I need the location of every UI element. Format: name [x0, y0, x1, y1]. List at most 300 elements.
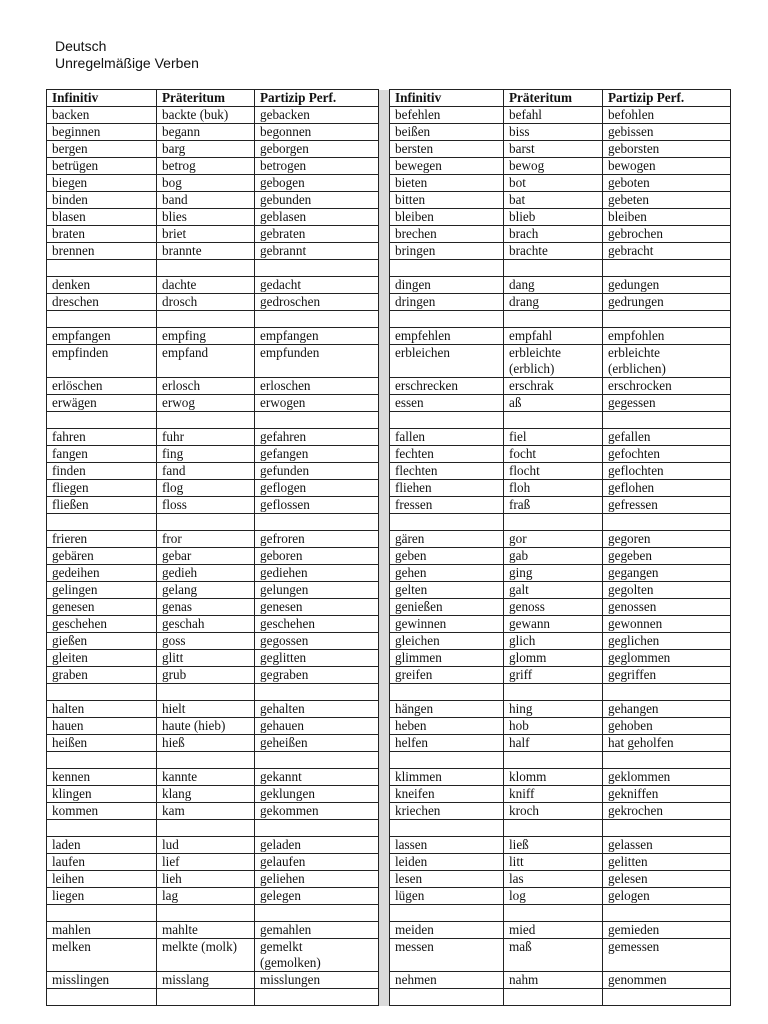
- table-row: [47, 294, 731, 311]
- praeteritum-cell: [504, 989, 603, 1006]
- partizip-cell: gebogen: [255, 175, 379, 192]
- infinitiv-cell: gleichen: [390, 633, 504, 650]
- infinitiv-cell: [47, 820, 157, 837]
- infinitiv-cell: klimmen: [390, 769, 504, 786]
- praeteritum-cell: lag: [157, 888, 255, 905]
- praeteritum-cell: haute (hieb): [157, 718, 255, 735]
- partizip-cell: geladen: [255, 837, 379, 854]
- praeteritum-cell: genoss: [504, 599, 603, 616]
- praeteritum-cell: glomm: [504, 650, 603, 667]
- column-separator: [379, 905, 390, 922]
- column-separator: [379, 582, 390, 599]
- partizip-cell: gehalten: [255, 701, 379, 718]
- praeteritum-cell: [157, 752, 255, 769]
- infinitiv-cell: gelingen: [47, 582, 157, 599]
- praeteritum-cell: kroch: [504, 803, 603, 820]
- infinitiv-cell: messen: [390, 939, 504, 972]
- table-row: [47, 429, 731, 446]
- column-separator: [379, 192, 390, 209]
- partizip-cell: [603, 989, 731, 1006]
- partizip-cell: gelogen: [603, 888, 731, 905]
- partizip-cell: [603, 311, 731, 328]
- infinitiv-cell: [47, 989, 157, 1006]
- column-separator: [379, 226, 390, 243]
- infinitiv-cell: dreschen: [47, 294, 157, 311]
- infinitiv-cell: heißen: [47, 735, 157, 752]
- partizip-cell: genossen: [603, 599, 731, 616]
- header-praeteritum: Präteritum: [504, 90, 603, 107]
- table-row: [47, 395, 731, 412]
- partizip-cell: geklommen: [603, 769, 731, 786]
- praeteritum-cell: kniff: [504, 786, 603, 803]
- praeteritum-cell: [504, 311, 603, 328]
- infinitiv-cell: fressen: [390, 497, 504, 514]
- infinitiv-cell: fliehen: [390, 480, 504, 497]
- infinitiv-cell: kennen: [47, 769, 157, 786]
- partizip-cell: gekannt: [255, 769, 379, 786]
- infinitiv-cell: [47, 412, 157, 429]
- praeteritum-cell: grub: [157, 667, 255, 684]
- praeteritum-cell: lief: [157, 854, 255, 871]
- praeteritum-cell: kannte: [157, 769, 255, 786]
- infinitiv-cell: [390, 820, 504, 837]
- partizip-cell: erbleichte (erblichen): [603, 345, 731, 378]
- table-row: [47, 667, 731, 684]
- praeteritum-cell: las: [504, 871, 603, 888]
- infinitiv-cell: erschrecken: [390, 378, 504, 395]
- partizip-cell: gefressen: [603, 497, 731, 514]
- praeteritum-cell: betrog: [157, 158, 255, 175]
- praeteritum-cell: log: [504, 888, 603, 905]
- table-row: [47, 514, 731, 531]
- praeteritum-cell: briet: [157, 226, 255, 243]
- infinitiv-cell: bersten: [390, 141, 504, 158]
- infinitiv-cell: genesen: [47, 599, 157, 616]
- partizip-cell: gefochten: [603, 446, 731, 463]
- infinitiv-cell: [47, 905, 157, 922]
- praeteritum-cell: [504, 514, 603, 531]
- praeteritum-cell: befahl: [504, 107, 603, 124]
- praeteritum-cell: [504, 752, 603, 769]
- infinitiv-cell: finden: [47, 463, 157, 480]
- praeteritum-cell: bog: [157, 175, 255, 192]
- verb-table: [46, 89, 731, 1006]
- partizip-cell: gebracht: [603, 243, 731, 260]
- document-title: Deutsch: [55, 38, 107, 54]
- column-separator: [379, 565, 390, 582]
- column-separator: [379, 158, 390, 175]
- praeteritum-cell: hielt: [157, 701, 255, 718]
- partizip-cell: gelaufen: [255, 854, 379, 871]
- partizip-cell: gefunden: [255, 463, 379, 480]
- partizip-cell: geflogen: [255, 480, 379, 497]
- column-separator: [379, 463, 390, 480]
- column-separator: [379, 412, 390, 429]
- praeteritum-cell: drosch: [157, 294, 255, 311]
- table-row: [47, 141, 731, 158]
- partizip-cell: [255, 905, 379, 922]
- praeteritum-cell: mied: [504, 922, 603, 939]
- praeteritum-cell: [157, 260, 255, 277]
- partizip-cell: geflossen: [255, 497, 379, 514]
- partizip-cell: gefahren: [255, 429, 379, 446]
- infinitiv-cell: denken: [47, 277, 157, 294]
- column-separator: [379, 311, 390, 328]
- partizip-cell: geborsten: [603, 141, 731, 158]
- infinitiv-cell: brechen: [390, 226, 504, 243]
- table-row: [47, 209, 731, 226]
- table-row: [47, 192, 731, 209]
- praeteritum-cell: [157, 905, 255, 922]
- praeteritum-cell: brannte: [157, 243, 255, 260]
- praeteritum-cell: [157, 820, 255, 837]
- praeteritum-cell: floss: [157, 497, 255, 514]
- partizip-cell: gegangen: [603, 565, 731, 582]
- header-partizip: Partizip Perf.: [255, 90, 379, 107]
- partizip-cell: geschehen: [255, 616, 379, 633]
- table-row: [47, 497, 731, 514]
- column-separator: [379, 922, 390, 939]
- praeteritum-cell: bot: [504, 175, 603, 192]
- column-separator: [379, 243, 390, 260]
- praeteritum-cell: fraß: [504, 497, 603, 514]
- table-row: [47, 311, 731, 328]
- partizip-cell: gelitten: [603, 854, 731, 871]
- partizip-cell: gelesen: [603, 871, 731, 888]
- partizip-cell: [255, 752, 379, 769]
- header-row: [47, 90, 731, 107]
- partizip-cell: gekommen: [255, 803, 379, 820]
- table-row: [47, 378, 731, 395]
- column-separator: [379, 328, 390, 345]
- praeteritum-cell: erlosch: [157, 378, 255, 395]
- partizip-cell: gebraten: [255, 226, 379, 243]
- table-row: [47, 446, 731, 463]
- table-row: [47, 922, 731, 939]
- partizip-cell: gehauen: [255, 718, 379, 735]
- praeteritum-cell: gor: [504, 531, 603, 548]
- infinitiv-cell: erlöschen: [47, 378, 157, 395]
- praeteritum-cell: [157, 412, 255, 429]
- infinitiv-cell: gedeihen: [47, 565, 157, 582]
- partizip-cell: befohlen: [603, 107, 731, 124]
- praeteritum-cell: flog: [157, 480, 255, 497]
- partizip-cell: geflochten: [603, 463, 731, 480]
- praeteritum-cell: flocht: [504, 463, 603, 480]
- partizip-cell: gegoren: [603, 531, 731, 548]
- table-row: [47, 463, 731, 480]
- partizip-cell: gegeben: [603, 548, 731, 565]
- partizip-cell: genesen: [255, 599, 379, 616]
- praeteritum-cell: dachte: [157, 277, 255, 294]
- praeteritum-cell: hieß: [157, 735, 255, 752]
- partizip-cell: [603, 260, 731, 277]
- infinitiv-cell: [390, 989, 504, 1006]
- column-separator: [379, 684, 390, 701]
- partizip-cell: [603, 514, 731, 531]
- praeteritum-cell: ließ: [504, 837, 603, 854]
- table-row: [47, 582, 731, 599]
- partizip-cell: gebrannt: [255, 243, 379, 260]
- infinitiv-cell: fallen: [390, 429, 504, 446]
- partizip-cell: gebacken: [255, 107, 379, 124]
- praeteritum-cell: begann: [157, 124, 255, 141]
- partizip-cell: gelassen: [603, 837, 731, 854]
- praeteritum-cell: empfahl: [504, 328, 603, 345]
- table-row: [47, 328, 731, 345]
- infinitiv-cell: beißen: [390, 124, 504, 141]
- infinitiv-cell: betrügen: [47, 158, 157, 175]
- column-separator: [379, 701, 390, 718]
- table-row: [47, 803, 731, 820]
- partizip-cell: empfohlen: [603, 328, 731, 345]
- praeteritum-cell: klang: [157, 786, 255, 803]
- partizip-cell: genommen: [603, 972, 731, 989]
- column-separator: [379, 972, 390, 989]
- table-row: [47, 345, 731, 378]
- table-row: [47, 175, 731, 192]
- praeteritum-cell: lieh: [157, 871, 255, 888]
- table-row: [47, 735, 731, 752]
- partizip-cell: [603, 752, 731, 769]
- table-row: [47, 769, 731, 786]
- column-separator: [379, 429, 390, 446]
- header-partizip: Partizip Perf.: [603, 90, 731, 107]
- column-separator: [379, 480, 390, 497]
- table-row: [47, 939, 731, 972]
- praeteritum-cell: litt: [504, 854, 603, 871]
- infinitiv-cell: [47, 752, 157, 769]
- infinitiv-cell: empfinden: [47, 345, 157, 378]
- partizip-cell: gehoben: [603, 718, 731, 735]
- praeteritum-cell: fing: [157, 446, 255, 463]
- infinitiv-cell: greifen: [390, 667, 504, 684]
- praeteritum-cell: backte (buk): [157, 107, 255, 124]
- table-row: [47, 905, 731, 922]
- infinitiv-cell: melken: [47, 939, 157, 972]
- column-separator: [379, 803, 390, 820]
- partizip-cell: gegriffen: [603, 667, 731, 684]
- infinitiv-cell: fangen: [47, 446, 157, 463]
- header-infinitiv: Infinitiv: [390, 90, 504, 107]
- infinitiv-cell: [390, 752, 504, 769]
- infinitiv-cell: gleiten: [47, 650, 157, 667]
- infinitiv-cell: bringen: [390, 243, 504, 260]
- praeteritum-cell: erbleichte (erblich): [504, 345, 603, 378]
- praeteritum-cell: glich: [504, 633, 603, 650]
- infinitiv-cell: erwägen: [47, 395, 157, 412]
- document-subtitle: Unregelmäßige Verben: [55, 55, 199, 71]
- partizip-cell: begonnen: [255, 124, 379, 141]
- infinitiv-cell: gewinnen: [390, 616, 504, 633]
- praeteritum-cell: gedieh: [157, 565, 255, 582]
- partizip-cell: geglitten: [255, 650, 379, 667]
- praeteritum-cell: goss: [157, 633, 255, 650]
- praeteritum-cell: fand: [157, 463, 255, 480]
- infinitiv-cell: empfangen: [47, 328, 157, 345]
- praeteritum-cell: [157, 514, 255, 531]
- infinitiv-cell: heben: [390, 718, 504, 735]
- partizip-cell: erschrocken: [603, 378, 731, 395]
- partizip-cell: geglichen: [603, 633, 731, 650]
- praeteritum-cell: maß: [504, 939, 603, 972]
- partizip-cell: gemelkt (gemolken): [255, 939, 379, 972]
- praeteritum-cell: gelang: [157, 582, 255, 599]
- table-row: [47, 718, 731, 735]
- infinitiv-cell: genießen: [390, 599, 504, 616]
- partizip-cell: gegraben: [255, 667, 379, 684]
- infinitiv-cell: liegen: [47, 888, 157, 905]
- praeteritum-cell: [504, 905, 603, 922]
- praeteritum-cell: empfand: [157, 345, 255, 378]
- table-row: [47, 531, 731, 548]
- column-separator: [379, 260, 390, 277]
- infinitiv-cell: flechten: [390, 463, 504, 480]
- infinitiv-cell: fliegen: [47, 480, 157, 497]
- praeteritum-cell: band: [157, 192, 255, 209]
- header-praeteritum: Präteritum: [157, 90, 255, 107]
- praeteritum-cell: klomm: [504, 769, 603, 786]
- praeteritum-cell: blies: [157, 209, 255, 226]
- partizip-cell: gediehen: [255, 565, 379, 582]
- praeteritum-cell: kam: [157, 803, 255, 820]
- table-row: [47, 888, 731, 905]
- infinitiv-cell: braten: [47, 226, 157, 243]
- partizip-cell: geheißen: [255, 735, 379, 752]
- column-separator: [379, 141, 390, 158]
- infinitiv-cell: empfehlen: [390, 328, 504, 345]
- praeteritum-cell: brachte: [504, 243, 603, 260]
- praeteritum-cell: floh: [504, 480, 603, 497]
- praeteritum-cell: bewog: [504, 158, 603, 175]
- column-separator: [379, 752, 390, 769]
- infinitiv-cell: [390, 684, 504, 701]
- partizip-cell: gewonnen: [603, 616, 731, 633]
- infinitiv-cell: fechten: [390, 446, 504, 463]
- partizip-cell: gedungen: [603, 277, 731, 294]
- table-row: [47, 124, 731, 141]
- infinitiv-cell: fahren: [47, 429, 157, 446]
- table-row: [47, 989, 731, 1006]
- praeteritum-cell: focht: [504, 446, 603, 463]
- partizip-cell: gedroschen: [255, 294, 379, 311]
- infinitiv-cell: [47, 260, 157, 277]
- partizip-cell: [603, 684, 731, 701]
- infinitiv-cell: backen: [47, 107, 157, 124]
- praeteritum-cell: gab: [504, 548, 603, 565]
- partizip-cell: [255, 514, 379, 531]
- praeteritum-cell: melkte (molk): [157, 939, 255, 972]
- verb-table-body: [47, 107, 731, 1006]
- infinitiv-cell: fließen: [47, 497, 157, 514]
- partizip-cell: bleiben: [603, 209, 731, 226]
- praeteritum-cell: half: [504, 735, 603, 752]
- partizip-cell: gebissen: [603, 124, 731, 141]
- column-separator: [379, 769, 390, 786]
- infinitiv-cell: [390, 260, 504, 277]
- table-row: [47, 752, 731, 769]
- partizip-cell: geboten: [603, 175, 731, 192]
- partizip-cell: [255, 260, 379, 277]
- table-row: [47, 650, 731, 667]
- praeteritum-cell: [504, 820, 603, 837]
- partizip-cell: geglommen: [603, 650, 731, 667]
- column-separator: [379, 616, 390, 633]
- partizip-cell: [255, 684, 379, 701]
- table-row: [47, 820, 731, 837]
- table-row: [47, 786, 731, 803]
- praeteritum-cell: drang: [504, 294, 603, 311]
- infinitiv-cell: [390, 514, 504, 531]
- column-separator: [379, 514, 390, 531]
- column-separator: [379, 718, 390, 735]
- partizip-cell: [255, 412, 379, 429]
- column-separator: [379, 446, 390, 463]
- praeteritum-cell: mahlte: [157, 922, 255, 939]
- column-separator: [379, 820, 390, 837]
- praeteritum-cell: [504, 260, 603, 277]
- partizip-cell: [255, 989, 379, 1006]
- partizip-cell: geboren: [255, 548, 379, 565]
- infinitiv-cell: bewegen: [390, 158, 504, 175]
- praeteritum-cell: [504, 684, 603, 701]
- table-row: [47, 633, 731, 650]
- partizip-cell: gemessen: [603, 939, 731, 972]
- partizip-cell: erwogen: [255, 395, 379, 412]
- praeteritum-cell: empfing: [157, 328, 255, 345]
- infinitiv-cell: frieren: [47, 531, 157, 548]
- infinitiv-cell: laufen: [47, 854, 157, 871]
- column-separator: [379, 107, 390, 124]
- column-separator: [379, 124, 390, 141]
- praeteritum-cell: fror: [157, 531, 255, 548]
- table-row: [47, 565, 731, 582]
- column-separator: [379, 854, 390, 871]
- partizip-cell: geblasen: [255, 209, 379, 226]
- table-row: [47, 616, 731, 633]
- praeteritum-cell: geschah: [157, 616, 255, 633]
- column-separator: [379, 175, 390, 192]
- praeteritum-cell: [157, 989, 255, 1006]
- infinitiv-cell: erbleichen: [390, 345, 504, 378]
- partizip-cell: gefangen: [255, 446, 379, 463]
- partizip-cell: gelegen: [255, 888, 379, 905]
- praeteritum-cell: [504, 412, 603, 429]
- partizip-cell: hat geholfen: [603, 735, 731, 752]
- infinitiv-cell: leihen: [47, 871, 157, 888]
- praeteritum-cell: erschrak: [504, 378, 603, 395]
- partizip-cell: gebunden: [255, 192, 379, 209]
- partizip-cell: gegessen: [603, 395, 731, 412]
- column-separator: [379, 837, 390, 854]
- praeteritum-cell: barg: [157, 141, 255, 158]
- column-separator: [379, 667, 390, 684]
- table-row: [47, 871, 731, 888]
- column-separator: [379, 90, 390, 107]
- partizip-cell: geborgen: [255, 141, 379, 158]
- partizip-cell: [603, 905, 731, 922]
- infinitiv-cell: bleiben: [390, 209, 504, 226]
- table-row: [47, 260, 731, 277]
- infinitiv-cell: graben: [47, 667, 157, 684]
- praeteritum-cell: galt: [504, 582, 603, 599]
- column-separator: [379, 735, 390, 752]
- table-row: [47, 480, 731, 497]
- infinitiv-cell: lügen: [390, 888, 504, 905]
- partizip-cell: [255, 311, 379, 328]
- infinitiv-cell: kriechen: [390, 803, 504, 820]
- infinitiv-cell: [47, 684, 157, 701]
